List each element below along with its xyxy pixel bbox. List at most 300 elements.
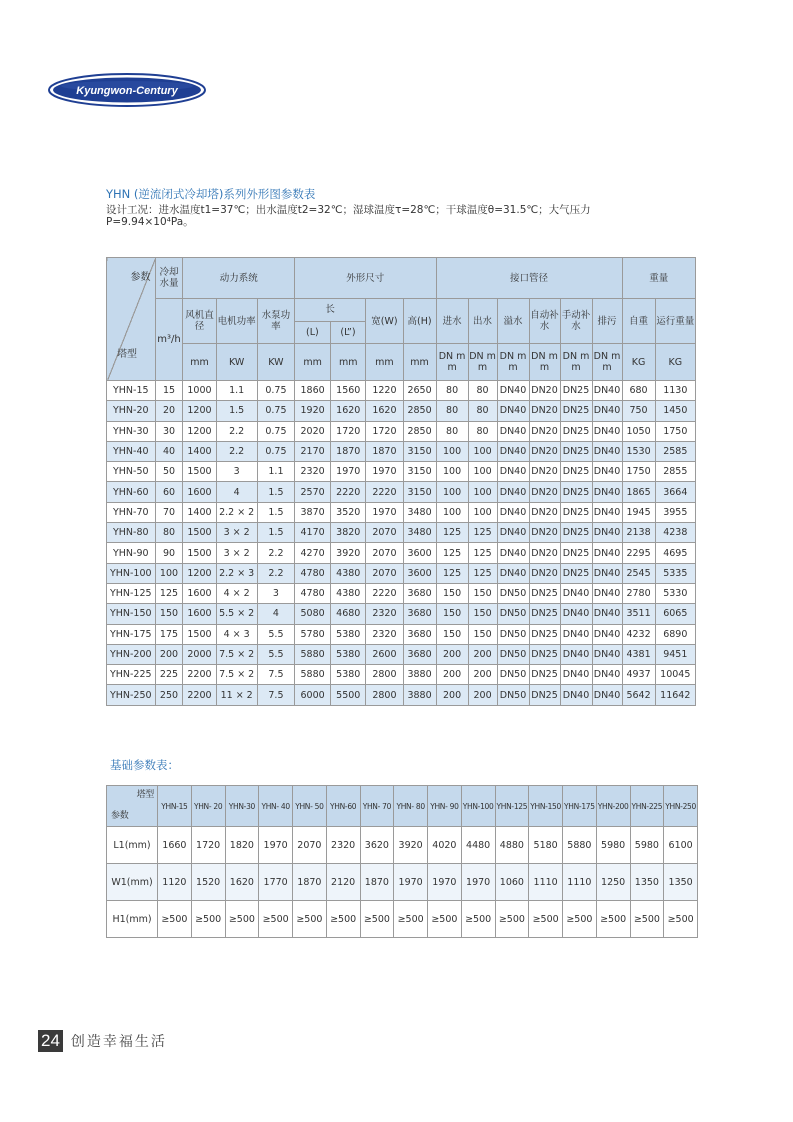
value-cell: DN40 [497,462,529,482]
value-cell: 1400 [183,502,216,522]
unit-cell: DN mm [497,344,529,381]
foundation-value-cell: ≥500 [360,901,394,938]
header-length: 长 [295,299,365,322]
value-cell: DN25 [560,543,592,563]
page-title: YHN (逆流闭式冷却塔)系列外形图参数表 [106,187,316,201]
value-cell: 200 [436,665,468,685]
header-manual-makeup: 手动补水 [560,299,592,344]
value-cell: 2220 [366,583,403,603]
foundation-value-cell: 1660 [158,827,192,864]
value-cell: DN40 [497,441,529,461]
value-cell: 1920 [295,401,331,421]
value-cell: 80 [468,381,497,401]
value-cell: DN40 [497,502,529,522]
value-cell: 1200 [183,563,216,583]
value-cell: 5500 [331,685,366,705]
value-cell: 100 [436,502,468,522]
value-cell: 6890 [655,624,695,644]
page-footer [38,1030,167,1052]
value-cell: DN40 [592,543,622,563]
value-cell: 2200 [183,685,216,705]
foundation-value-cell: 1060 [495,864,529,901]
value-cell: 4232 [622,624,655,644]
value-cell: 1130 [655,381,695,401]
model-cell: YHN-80 [107,523,156,543]
value-cell: 7.5 × 2 [216,644,257,664]
value-cell: 2320 [366,604,403,624]
foundation-model-header: YHN-250 [664,786,698,827]
value-cell: 3 [257,583,294,603]
foundation-value-cell: ≥500 [563,901,597,938]
foundation-value-cell: 4480 [461,827,495,864]
value-cell: 4381 [622,644,655,664]
value-cell: DN40 [592,401,622,421]
value-cell: DN20 [529,482,560,502]
value-cell: DN40 [560,604,592,624]
value-cell: 4695 [655,543,695,563]
value-cell: 1500 [183,462,216,482]
table-row [107,381,696,401]
value-cell: 1970 [331,462,366,482]
value-cell: 200 [436,644,468,664]
foundation-model-header: YHN-30 [225,786,259,827]
value-cell: 0.75 [257,381,294,401]
foundation-value-cell: ≥500 [495,901,529,938]
page-number: 24 [38,1030,63,1052]
unit-cell: mm [183,344,216,381]
value-cell: DN40 [560,644,592,664]
value-cell: 125 [468,543,497,563]
foundation-value-cell: ≥500 [225,901,259,938]
value-cell: 9451 [655,644,695,664]
foundation-value-cell: 1820 [225,827,259,864]
foundation-value-cell: 1970 [428,864,462,901]
model-cell: YHN-20 [107,401,156,421]
value-cell: 2220 [366,482,403,502]
value-cell: DN40 [497,381,529,401]
foundation-model-header: YHN- 20 [191,786,225,827]
value-cell: DN40 [592,523,622,543]
value-cell: DN40 [497,563,529,583]
foundation-value-cell: 1970 [461,864,495,901]
value-cell: DN25 [560,462,592,482]
model-cell: YHN-30 [107,421,156,441]
table-row [107,441,696,461]
model-cell: YHN-90 [107,543,156,563]
value-cell: DN40 [592,421,622,441]
value-cell: 1870 [366,441,403,461]
value-cell: 100 [468,462,497,482]
value-cell: 5380 [331,665,366,685]
foundation-value-cell: 1870 [293,864,327,901]
value-cell: 1000 [183,381,216,401]
value-cell: 1970 [366,462,403,482]
value-cell: DN20 [529,523,560,543]
foundation-model-header: YHN-150 [529,786,563,827]
value-cell: 80 [436,421,468,441]
unit-cell: KG [622,344,655,381]
unit-cell: KG [655,344,695,381]
value-cell: DN20 [529,543,560,563]
foundation-value-cell: ≥500 [158,901,192,938]
value-cell: 4170 [295,523,331,543]
value-cell: 3150 [403,462,436,482]
value-cell: 2.2 × 3 [216,563,257,583]
value-cell: 150 [436,624,468,644]
model-cell: YHN-60 [107,482,156,502]
value-cell: 1220 [366,381,403,401]
foundation-value-cell: 4020 [428,827,462,864]
value-cell: DN40 [592,462,622,482]
value-cell: DN40 [592,665,622,685]
value-cell: DN25 [560,441,592,461]
value-cell: 0.75 [257,401,294,421]
value-cell: DN40 [592,624,622,644]
value-cell: 4937 [622,665,655,685]
foundation-value-cell: ≥500 [326,901,360,938]
value-cell: DN25 [560,421,592,441]
value-cell: 80 [436,381,468,401]
value-cell: 750 [622,401,655,421]
value-cell: DN25 [560,502,592,522]
foundation-value-cell: ≥500 [428,901,462,938]
table-row [107,604,696,624]
foundation-header-row [107,786,698,827]
table-row [107,482,696,502]
value-cell: 1500 [183,624,216,644]
value-cell: 5335 [655,563,695,583]
value-cell: 1050 [622,421,655,441]
value-cell: 30 [155,421,183,441]
value-cell: DN25 [529,685,560,705]
value-cell: DN25 [560,523,592,543]
value-cell: 150 [436,583,468,603]
value-cell: DN25 [560,563,592,583]
value-cell: 1400 [183,441,216,461]
value-cell: DN40 [560,685,592,705]
table-row [107,462,696,482]
value-cell: DN25 [560,482,592,502]
value-cell: 80 [436,401,468,421]
value-cell: 3955 [655,502,695,522]
value-cell: 2070 [366,543,403,563]
value-cell: 1600 [183,482,216,502]
foundation-value-cell: 5980 [630,827,664,864]
unit-cell: DN mm [560,344,592,381]
foundation-param-cell: W1(mm) [107,864,158,901]
model-cell: YHN-100 [107,563,156,583]
value-cell: 1500 [183,523,216,543]
value-cell: DN20 [529,441,560,461]
header-diagonal-cell [107,258,156,381]
foundation-value-cell: ≥500 [259,901,293,938]
header-length-L2: (L”) [340,327,356,338]
value-cell: 1620 [366,401,403,421]
value-cell: 3680 [403,583,436,603]
value-cell: 7.5 × 2 [216,665,257,685]
foundation-model-header: YHN-200 [596,786,630,827]
value-cell: DN20 [529,381,560,401]
value-cell: 80 [468,401,497,421]
model-cell: YHN-225 [107,665,156,685]
value-cell: 3511 [622,604,655,624]
value-cell: 5.5 × 2 [216,604,257,624]
value-cell: DN40 [560,624,592,644]
foundation-value-cell: 5980 [596,827,630,864]
model-cell: YHN-125 [107,583,156,603]
header-inlet: 进水 [436,299,468,344]
value-cell: 60 [155,482,183,502]
header-drain: 排污 [592,299,622,344]
unit-cell: mm [295,344,331,381]
foundation-table [106,785,698,938]
unit-cell: KW [257,344,294,381]
value-cell: 2070 [366,523,403,543]
foundation-value-cell: ≥500 [191,901,225,938]
value-cell: DN50 [497,644,529,664]
value-cell: DN40 [497,401,529,421]
value-cell: 4 [216,482,257,502]
value-cell: 680 [622,381,655,401]
value-cell: 4238 [655,523,695,543]
value-cell: 2.2 [216,421,257,441]
value-cell: 1600 [183,583,216,603]
foundation-value-cell: 1720 [191,827,225,864]
value-cell: 5880 [295,665,331,685]
value-cell: 3 × 2 [216,523,257,543]
foundation-value-cell: 6100 [664,827,698,864]
value-cell: 1.1 [257,462,294,482]
table-row [107,665,696,685]
value-cell: DN25 [529,624,560,644]
value-cell: 200 [468,685,497,705]
value-cell: DN50 [497,624,529,644]
value-cell: 3150 [403,441,436,461]
header-flow-unit: m³/h [155,299,183,381]
value-cell: 150 [468,624,497,644]
value-cell: 1945 [622,502,655,522]
value-cell: 175 [155,624,183,644]
foundation-value-cell: 1350 [664,864,698,901]
value-cell: 3870 [295,502,331,522]
value-cell: 200 [468,665,497,685]
value-cell: 3680 [403,644,436,664]
value-cell: 2.2 [257,543,294,563]
value-cell: 4780 [295,563,331,583]
value-cell: 10045 [655,665,695,685]
foundation-value-cell: 3620 [360,827,394,864]
foundation-value-cell: 1870 [360,864,394,901]
value-cell: 2000 [183,644,216,664]
foundation-model-header: YHN- 50 [293,786,327,827]
header-height: 高(H) [403,299,436,344]
value-cell: DN40 [592,482,622,502]
value-cell: 5780 [295,624,331,644]
value-cell: 6000 [295,685,331,705]
value-cell: 150 [436,604,468,624]
value-cell: 3680 [403,624,436,644]
value-cell: 100 [468,502,497,522]
value-cell: 2020 [295,421,331,441]
foundation-model-header: YHN-225 [630,786,664,827]
foundation-value-cell: 4880 [495,827,529,864]
value-cell: 2780 [622,583,655,603]
value-cell: 3600 [403,563,436,583]
header-param-label: 参数 [130,272,151,283]
value-cell: 3880 [403,665,436,685]
value-cell: 1450 [655,401,695,421]
table-row [107,644,696,664]
value-cell: 5380 [331,624,366,644]
value-cell: 4380 [331,583,366,603]
value-cell: DN40 [592,563,622,583]
value-cell: 2650 [403,381,436,401]
value-cell: DN25 [529,665,560,685]
value-cell: 15 [155,381,183,401]
foundation-value-cell: 1970 [259,827,293,864]
value-cell: 3600 [403,543,436,563]
value-cell: DN25 [529,644,560,664]
table-row [107,543,696,563]
foundation-value-cell: 2120 [326,864,360,901]
unit-cell: DN mm [468,344,497,381]
value-cell: 5080 [295,604,331,624]
unit-cell: DN mm [436,344,468,381]
value-cell: 11642 [655,685,695,705]
value-cell: 40 [155,441,183,461]
header-power-system: 动力系统 [183,258,295,299]
foundation-model-header: YHN-100 [461,786,495,827]
value-cell: 2.2 × 2 [216,502,257,522]
value-cell: DN50 [497,685,529,705]
value-cell: 125 [436,523,468,543]
foundation-value-cell: 1110 [563,864,597,901]
model-cell: YHN-175 [107,624,156,644]
value-cell: DN40 [497,421,529,441]
value-cell: DN25 [529,583,560,603]
value-cell: 2850 [403,421,436,441]
table-row [107,421,696,441]
value-cell: 3 [216,462,257,482]
value-cell: 2570 [295,482,331,502]
header-auto-makeup: 自动补水 [529,299,560,344]
unit-cell: mm [331,344,366,381]
foundation-model-header: YHN- 70 [360,786,394,827]
header-length-group [295,299,366,344]
value-cell: DN40 [560,665,592,685]
value-cell: 100 [436,482,468,502]
value-cell: 100 [436,441,468,461]
header-dimensions: 外形尺寸 [295,258,437,299]
value-cell: 250 [155,685,183,705]
value-cell: DN40 [592,685,622,705]
foundation-row [107,864,698,901]
foundation-model-header: YHN- 90 [428,786,462,827]
value-cell: 1620 [331,401,366,421]
value-cell: 4780 [295,583,331,603]
value-cell: DN25 [529,604,560,624]
foundation-row [107,827,698,864]
foundation-value-cell: 1350 [630,864,664,901]
unit-cell: KW [216,344,257,381]
logo-ellipse-icon [47,72,207,108]
brand-logo [47,72,207,108]
value-cell: 2200 [183,665,216,685]
value-cell: 100 [436,462,468,482]
value-cell: 1750 [655,421,695,441]
value-cell: 2170 [295,441,331,461]
value-cell: 1530 [622,441,655,461]
value-cell: DN50 [497,665,529,685]
foundation-model-label: 塔型 [136,790,154,800]
table-header [107,258,696,381]
header-pump-power: 水泵功率 [257,299,294,344]
header-fan-diameter: 风机直径 [183,299,216,344]
value-cell: DN40 [497,482,529,502]
value-cell: 1200 [183,421,216,441]
value-cell: DN20 [529,421,560,441]
foundation-model-header: YHN- 80 [394,786,428,827]
value-cell: 2138 [622,523,655,543]
value-cell: 80 [155,523,183,543]
value-cell: 150 [155,604,183,624]
foundation-model-header: YHN-175 [563,786,597,827]
dimensions-table [106,257,696,706]
logo-text: Kyungwon-Century [76,85,178,97]
value-cell: 4380 [331,563,366,583]
header-overflow: 溢水 [497,299,529,344]
value-cell: 200 [155,644,183,664]
foundation-diagonal-cell [107,786,158,827]
model-cell: YHN-250 [107,685,156,705]
value-cell: 1750 [622,462,655,482]
value-cell: 80 [468,421,497,441]
value-cell: 1860 [295,381,331,401]
value-cell: 7.5 [257,685,294,705]
unit-cell: DN mm [529,344,560,381]
value-cell: 125 [468,563,497,583]
table-body [107,381,696,706]
value-cell: 1720 [366,421,403,441]
value-cell: 1720 [331,421,366,441]
value-cell: 150 [468,583,497,603]
value-cell: 5.5 [257,644,294,664]
header-running-weight: 运行重量 [655,299,695,344]
header-self-weight: 自重 [622,299,655,344]
header-model-label: 塔型 [117,349,137,360]
value-cell: 2800 [366,685,403,705]
value-cell: 2855 [655,462,695,482]
value-cell: 2220 [331,482,366,502]
foundation-table-body [107,786,698,938]
table-row [107,685,696,705]
value-cell: 3150 [403,482,436,502]
table-row [107,583,696,603]
value-cell: DN20 [529,401,560,421]
value-cell: 5380 [331,644,366,664]
model-cell: YHN-200 [107,644,156,664]
foundation-value-cell: 1770 [259,864,293,901]
foundation-value-cell: 2320 [326,827,360,864]
value-cell: 5.5 [257,624,294,644]
foundation-value-cell: ≥500 [664,901,698,938]
value-cell: DN50 [497,604,529,624]
foundation-value-cell: 1620 [225,864,259,901]
value-cell: 0.75 [257,421,294,441]
value-cell: 200 [468,644,497,664]
value-cell: DN20 [529,462,560,482]
value-cell: 1870 [331,441,366,461]
